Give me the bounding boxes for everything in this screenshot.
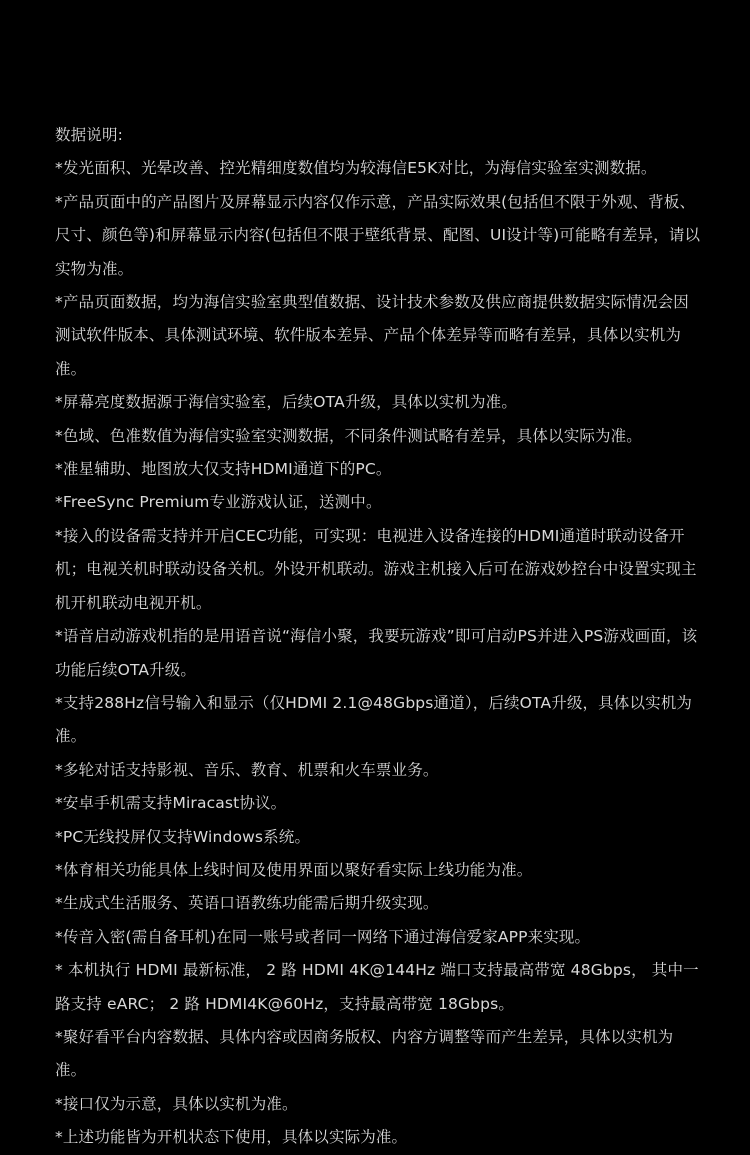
note-dialogue: *多轮对话支持影视、音乐、教育、机票和火车票业务。 bbox=[55, 760, 439, 779]
note-voice-game: *语音启动游戏机指的是用语音说“海信小聚，我要玩游戏”即可启动PS并进入PS游戏画面，该功能后续OTA升级。 bbox=[55, 627, 698, 679]
note-pc-cast: *PC无线投屏仅支持Windows系统。 bbox=[55, 827, 311, 846]
note-ports: *接口仅为示意，具体以实机为准。 bbox=[55, 1094, 298, 1113]
note-brightness: *屏幕亮度数据源于海信实验室，后续OTA升级，具体以实机为准。 bbox=[55, 393, 517, 412]
note-generative: *生成式生活服务、英语口语教练功能需后期升级实现。 bbox=[55, 894, 439, 913]
note-color-gamut: *色域、色准数值为海信实验室实测数据，不同条件测试略有差异，具体以实际为准。 bbox=[55, 426, 642, 445]
notes-heading: 数据说明: bbox=[55, 126, 123, 144]
data-notes-section bbox=[55, 119, 703, 1155]
note-lab-data: *产品页面数据，均为海信实验室典型值数据、设计技术参数及供应商提供数据实际情况会因测试软件版本、具体测试环境、软件版本差异、产品个体差异等而略有差异，具体以实机为准。 bbox=[55, 293, 689, 378]
note-cec: *接入的设备需支持并开启CEC功能，可实现：电视进入设备连接的HDMI通道时联动设备开机；电视关机时联动设备关机。外设开机联动。游戏主机接入后可在游戏妙控台中设置实现主机开机联动电视开机。 bbox=[55, 526, 697, 612]
note-freesync: *FreeSync Premium专业游戏认证，送测中。 bbox=[55, 493, 382, 512]
note-miracast: *安卓手机需支持Miracast协议。 bbox=[55, 794, 287, 813]
note-hdmi: * 本机执行 HDMI 最新标准， 2 路 HDMI 4K@144Hz 端口支持最高带宽 48Gbps， 其中一路支持 eARC； 2 路 HDMI4K@60Hz，支持最高带宽 18Gbps。 bbox=[55, 961, 699, 1013]
note-crosshair: *准星辅助、地图放大仅支持HDMI通道下的PC。 bbox=[55, 460, 392, 479]
note-power-state: *上述功能皆为开机状态下使用，具体以实际为准。 bbox=[55, 1128, 408, 1147]
note-private-audio: *传音入密(需自备耳机)在同一账号或者同一网络下通过海信爱家APP来实现。 bbox=[55, 927, 591, 946]
note-glow-area: *发光面积、光晕改善、控光精细度数值均为较海信E5K对比，为海信实验室实测数据。 bbox=[55, 159, 657, 178]
note-288hz: *支持288Hz信号输入和显示（仅HDMI 2.1@48Gbps通道），后续OTA升级，具体以实机为准。 bbox=[55, 693, 693, 746]
note-content-platform: *聚好看平台内容数据、具体内容或因商务版权、内容方调整等而产生差异，具体以实机为准。 bbox=[55, 1027, 674, 1080]
note-sports: *体育相关功能具体上线时间及使用界面以聚好看实际上线功能为准。 bbox=[55, 860, 533, 879]
note-product-images: *产品页面中的产品图片及屏幕显示内容仅作示意，产品实际效果(包括但不限于外观、背板、尺寸、颜色等)和屏幕显示内容(包括但不限于壁纸背景、配图、UI设计等)可能略有差异，请以实物为准。 bbox=[55, 192, 701, 278]
